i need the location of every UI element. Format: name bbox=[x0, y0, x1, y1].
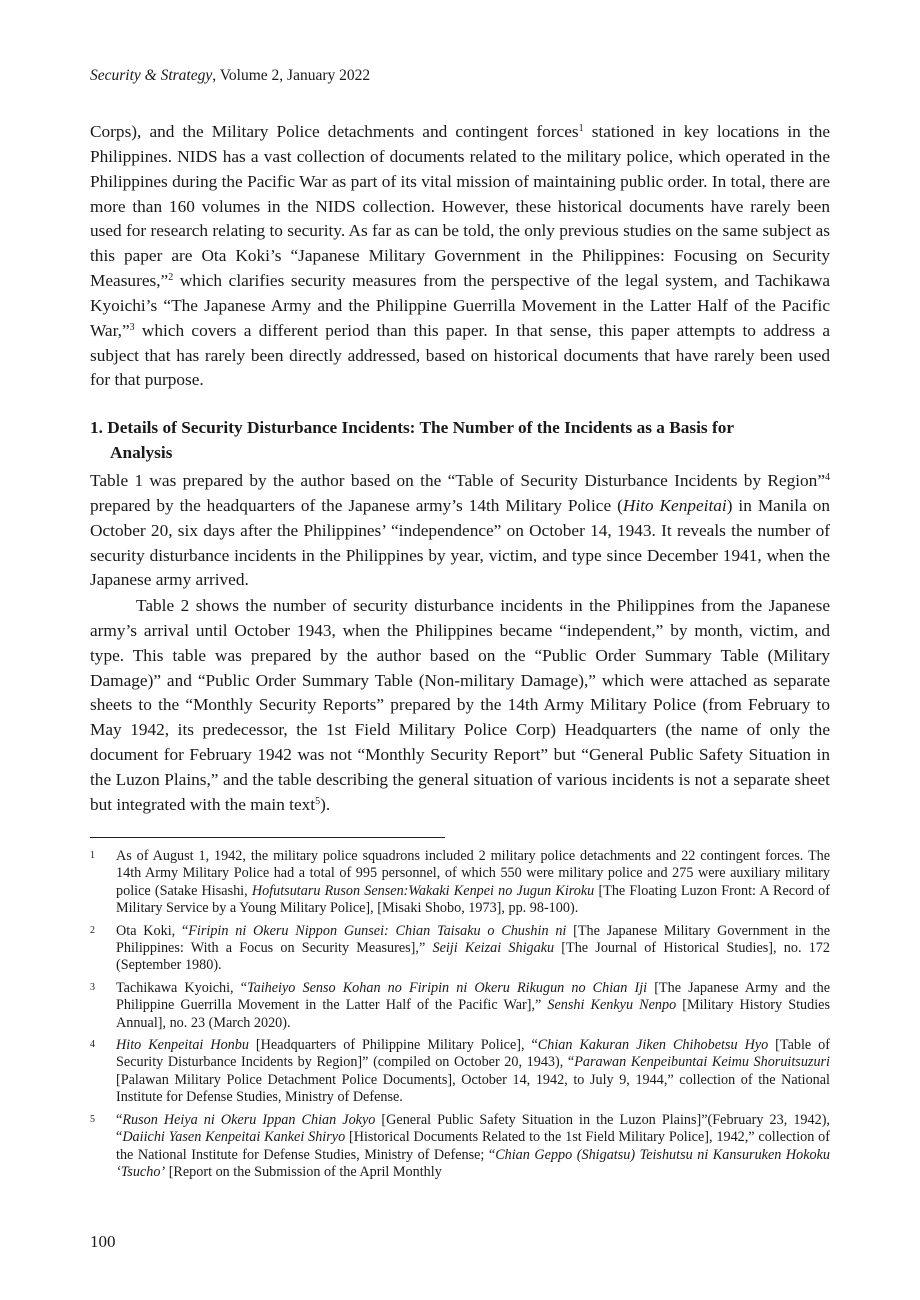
body-paragraph-1 bbox=[90, 120, 830, 393]
italic-title: Hito Kenpeitai Honbu bbox=[116, 1037, 249, 1054]
footnote-ref-3[interactable]: 3 bbox=[129, 321, 135, 333]
footnote-4 bbox=[90, 1037, 830, 1107]
text-run: which covers a different period than this paper. In that sense, this paper attempts to address a subject that has rarely been directly addressed, based on historical documents that have rarely been used for that purpose. bbox=[90, 320, 830, 390]
section-heading-line-1: 1. Details of Security Disturbance Incidents: The Number of the Incidents as a Basis for bbox=[90, 418, 735, 437]
text-run: [Report on the Submission of the April Monthly bbox=[165, 1163, 442, 1180]
text-run: “ bbox=[116, 1111, 123, 1128]
footnotes bbox=[90, 848, 830, 1186]
text-run: [The Journal of Historical Studies], no. 172 (September 1980). bbox=[116, 940, 830, 974]
footnote-number: 4 bbox=[90, 1039, 95, 1051]
text-run: stationed in key locations in the Philippines. NIDS has a vast collection of documents related to the military police, which operated in the Philippines during the Pacific War as part of its vital mission of maintaining public order. In total, there are more than 160 volumes in the NIDS collection. However, these historical documents have rarely been used for research relating to security. As far as can be told, the only previous studies on the same subject as this paper are Ota Koki’s “Japanese Military Government in the Philippines: Focusing on Security Measures,” bbox=[90, 122, 831, 291]
text-run: [Military History Studies Annual], no. 23 (March 2020). bbox=[116, 997, 830, 1031]
text-run: [Headquarters of Philippine Military Police], “ bbox=[248, 1037, 538, 1054]
text-run: [General Public Safety Situation in the Luzon Plains]”(February 23, 1942), “ bbox=[116, 1111, 830, 1146]
text-run: [Table of Security Disturbance Incidents by Region]” (compiled on October 20, 1943), “ bbox=[116, 1037, 831, 1071]
footnote-text bbox=[116, 848, 830, 918]
italic-title: Chian Geppo (Shigatsu) Teishutsu ni Kansuruken Hokoku ‘Tsucho’ bbox=[116, 1146, 830, 1180]
footnote-ref-2[interactable]: 2 bbox=[168, 272, 174, 284]
text-run: As of August 1, 1942, the military police squadrons included 2 military police detachments and 22 contingent forces. The 14th Army Military Police had a total of 995 personnel, of which 550 were military police and 275 were auxiliary military police (Satake Hisashi, bbox=[116, 848, 830, 899]
page-number: 100 bbox=[90, 1232, 116, 1251]
text-run: prepared by the headquarters of the Japanese army’s 14th Military Police ( bbox=[90, 495, 623, 515]
text-run: Ota Koki, “ bbox=[116, 922, 189, 939]
text-run: [The Japanese Army and the Philippine Guerrilla Movement in the Latter Half of the Pacific War],” bbox=[116, 979, 830, 1014]
journal-issue: , Volume 2, January 2022 bbox=[212, 67, 371, 84]
text-run: Table 1 was prepared by the author based on the “Table of Security Disturbance Incidents by Region” bbox=[90, 471, 825, 490]
footnote-2 bbox=[90, 923, 830, 975]
footnote-text bbox=[116, 980, 830, 1032]
footnote-number: 5 bbox=[90, 1113, 95, 1125]
footnote-text bbox=[116, 923, 830, 975]
text-run: Tachikawa Kyoichi, “ bbox=[116, 979, 248, 996]
text-run: [Historical Documents Related to the 1st Field Military Police], 1942,” collection of the National Institute for Defense Studies, Ministry of Defense; “ bbox=[116, 1129, 831, 1163]
italic-term: Hito Kenpeitai bbox=[622, 495, 727, 515]
italic-title: Parawan Kenpeibuntai Keimu Shoruitsuzuri bbox=[574, 1054, 830, 1071]
text-run: [Palawan Military Police Detachment Police Documents], October 14, 1942, to July 9, 1944,” collection of the National Institute for Defense Studies, Ministry of Defense. bbox=[116, 1071, 830, 1106]
text-run: ) in Manila on October 20, six days after the Philippines’ “independence” on October 14, 1943. It reveals the number of security disturbance incidents in the Philippines by year, victim, and type since December 1941, when the Japanese army arrived. bbox=[90, 495, 830, 590]
footnote-ref-5[interactable]: 5 bbox=[315, 795, 321, 807]
section-heading-line-2: Analysis bbox=[110, 442, 173, 462]
footnote-ref-4[interactable]: 4 bbox=[825, 472, 830, 483]
italic-title: Taiheiyo Senso Kohan no Firipin ni Okeru Rikugun no Chian Iji bbox=[247, 979, 648, 996]
footnote-text bbox=[116, 1037, 830, 1107]
footnote-text bbox=[116, 1112, 830, 1182]
body-paragraph-2 bbox=[90, 469, 830, 593]
section-heading bbox=[90, 416, 830, 465]
text-run: which clarifies security measures from the perspective of the legal system, and Tachikawa Kyoichi’s “The Japanese Army and the Philippine Guerrilla Movement in the Latter Half of the Pacific War,” bbox=[90, 271, 830, 340]
footnote-separator bbox=[90, 837, 445, 838]
footnote-1 bbox=[90, 848, 830, 918]
text-run: [The Japanese Military Government in the Philippines: With a Focus on Security Measures],” bbox=[116, 922, 831, 957]
text-run: [The Floating Luzon Front: A Record of Military Service by a Young Military Police], [Misaki Shobo, 1973], pp. 98-100). bbox=[116, 882, 830, 917]
footnote-number: 2 bbox=[90, 924, 95, 936]
italic-title: Seiji Keizai Shigaku bbox=[432, 940, 555, 957]
italic-title: Daiichi Yasen Kenpeitai Kankei Shiryo bbox=[122, 1129, 346, 1146]
text-run: ). bbox=[320, 794, 331, 814]
footnote-number: 3 bbox=[90, 981, 95, 993]
italic-title: Firipin ni Okeru Nippon Gunsei: Chian Taisaku o Chushin ni bbox=[188, 922, 567, 939]
text-run: Corps), and the Military Police detachments and contingent forces bbox=[90, 122, 579, 141]
footnote-number: 1 bbox=[90, 850, 95, 861]
footnote-3 bbox=[90, 980, 830, 1032]
footnote-ref-1[interactable]: 1 bbox=[578, 123, 584, 134]
italic-title: Chian Kakuran Jiken Chihobetsu Hyo bbox=[537, 1037, 769, 1054]
running-header bbox=[90, 66, 370, 86]
italic-title: Hofutsutaru Ruson Sensen:Wakaki Kenpei no Jugun Kiroku bbox=[251, 882, 595, 899]
text-run: Table 2 shows the number of security disturbance incidents in the Philippines from the Japanese army’s arrival until October 1943, when the Philippines became “independent,” by month, victim, and type. This table was prepared by the author based on the “Public Order Summary Table (Military Damage)” and “Public Order Summary Table (Non-military Damage),” which were attached as separate sheets to the “Monthly Security Reports” prepared by the 14th Army Military Police (from February to May 1942, its predecessor, the 1st Field Military Police Corp) Headquarters (the name of only the document for February 1942 was not “Monthly Security Report” but “General Public Safety Situation in the Luzon Plains,” and the table describing the general situation of various incidents is not a separate sheet but integrated with the main text bbox=[90, 596, 830, 814]
italic-title: Senshi Kenkyu Nenpo bbox=[547, 997, 677, 1014]
journal-title: Security & Strategy bbox=[90, 67, 213, 84]
italic-title: Ruson Heiya ni Okeru Ippan Chian Jokyo bbox=[122, 1111, 376, 1128]
footnote-5 bbox=[90, 1112, 830, 1182]
body-paragraph-3 bbox=[90, 594, 830, 818]
